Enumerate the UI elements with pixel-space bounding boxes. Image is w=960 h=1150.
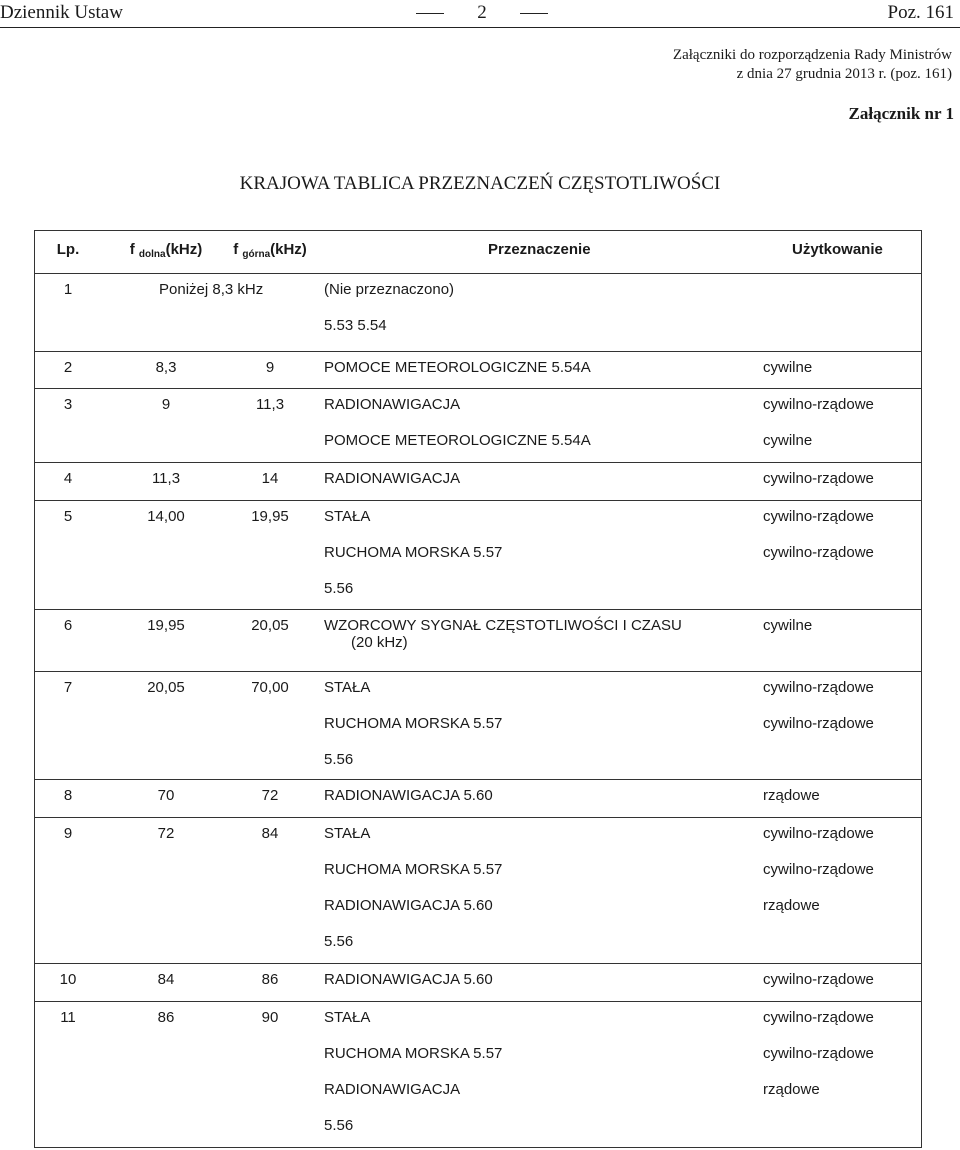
cell-usage-line: cywilno-rządowe: [763, 508, 874, 525]
cell-purpose-line: STAŁA: [324, 1009, 371, 1026]
table-row: [35, 388, 921, 463]
cell-usage-line: cywilno-rządowe: [763, 396, 874, 413]
table-row: [35, 671, 921, 780]
annex-note-line-2: z dnia 27 grudnia 2013 r. (poz. 161): [736, 66, 952, 82]
cell-purpose-line: WZORCOWY SYGNAŁ CZĘSTOTLIWOŚCI I CZASU: [324, 617, 682, 634]
cell-usage-line: cywilne: [763, 432, 813, 449]
cell-lp: 3: [63, 396, 73, 413]
cell-lp: 11: [60, 1009, 76, 1026]
table-row: [35, 817, 921, 964]
cell-lp: 1: [63, 281, 73, 298]
cell-purpose-line: RADIONAWIGACJA 5.60: [324, 971, 493, 988]
cell-f-high: 20,05: [251, 617, 289, 634]
cell-f-high: 70,00: [251, 679, 289, 696]
cell-purpose-line: RUCHOMA MORSKA 5.57: [324, 715, 503, 732]
cell-f-low: 11,3: [151, 470, 181, 487]
cell-purpose-line: STAŁA: [324, 508, 371, 525]
position-number: Poz. 161: [887, 2, 954, 23]
cell-usage-line: cywilno-rządowe: [763, 825, 874, 842]
cell-purpose-line: RUCHOMA MORSKA 5.57: [324, 1045, 503, 1062]
cell-f-low: 86: [157, 1009, 175, 1026]
annex-note: [673, 46, 952, 84]
cell-f-low: 84: [157, 971, 175, 988]
cell-lp: 9: [63, 825, 73, 842]
cell-purpose-line: POMOCE METEOROLOGICZNE 5.54A: [324, 359, 591, 376]
cell-usage-line: cywilne: [763, 617, 813, 634]
cell-purpose-line: RADIONAWIGACJA: [324, 1081, 461, 1098]
page-number: 2: [452, 0, 512, 26]
cell-usage-line: cywilno-rządowe: [763, 470, 874, 487]
cell-purpose-line: POMOCE METEOROLOGICZNE 5.54A: [324, 432, 591, 449]
cell-f-high: 11,3: [255, 396, 285, 413]
cell-usage-line: cywilno-rządowe: [763, 679, 874, 696]
cell-f-low: 14,00: [147, 508, 185, 525]
cell-usage-line: cywilne: [763, 359, 813, 376]
cell-usage-line: cywilno-rządowe: [763, 861, 874, 878]
table-row: [35, 779, 921, 818]
cell-f-high: 90: [261, 1009, 279, 1026]
header-usage: Użytkowanie: [792, 241, 883, 258]
journal-name: Dziennik Ustaw: [0, 2, 123, 23]
cell-purpose-line: RADIONAWIGACJA: [324, 470, 461, 487]
cell-usage-line: rządowe: [763, 1081, 820, 1098]
cell-lp: 7: [63, 679, 73, 696]
annex-note-line-1: Załączniki do rozporządzenia Rady Ministrów: [672, 47, 952, 63]
cell-f-low: 8,3: [155, 359, 177, 376]
cell-usage-line: cywilno-rządowe: [763, 1045, 874, 1062]
cell-purpose-line: 5.56: [324, 933, 354, 950]
page-header: [0, 0, 960, 26]
cell-f-high: 72: [261, 787, 279, 804]
table-row: [35, 273, 921, 352]
table-row: [35, 963, 921, 1002]
table-row: [35, 1001, 921, 1150]
cell-lp: 2: [63, 359, 73, 376]
cell-usage-line: cywilno-rządowe: [763, 544, 874, 561]
header-f-low: f $_{dolna}$(kHz): [129, 241, 203, 260]
cell-usage-line: rządowe: [763, 897, 820, 914]
cell-purpose-line: 5.56: [324, 1117, 354, 1134]
table-row: [35, 609, 921, 672]
table-row: [35, 351, 921, 389]
header-purpose: Przeznaczenie: [488, 241, 591, 258]
table-row: [35, 500, 921, 610]
cell-purpose-line: 5.53 5.54: [324, 317, 387, 334]
cell-lp: 8: [63, 787, 73, 804]
cell-f-high: 19,95: [251, 508, 289, 525]
table-header-row: [35, 231, 921, 273]
cell-purpose-line: RADIONAWIGACJA 5.60: [324, 787, 493, 804]
cell-purpose-line: RUCHOMA MORSKA 5.57: [324, 861, 503, 878]
cell-purpose-line: STAŁA: [324, 679, 371, 696]
cell-usage-line: rządowe: [763, 787, 820, 804]
cell-purpose-line: RADIONAWIGACJA: [324, 396, 461, 413]
cell-usage-line: cywilno-rządowe: [763, 971, 874, 988]
frequency-table: [34, 230, 922, 1148]
cell-f-low: 70: [157, 787, 175, 804]
cell-purpose-line: 5.56: [324, 580, 354, 597]
cell-lp: 6: [63, 617, 73, 634]
cell-usage-line: cywilno-rządowe: [763, 1009, 874, 1026]
cell-f-low: 19,95: [147, 617, 185, 634]
cell-f-low: 9: [161, 396, 171, 413]
cell-purpose-line: (Nie przeznaczono): [324, 281, 455, 298]
cell-purpose-line: (20 kHz): [351, 634, 408, 651]
cell-purpose-line: STAŁA: [324, 825, 371, 842]
header-f-high: f $_{górna}$(kHz): [233, 241, 307, 260]
cell-purpose-line: RADIONAWIGACJA 5.60: [324, 897, 493, 914]
header-divider: [0, 27, 960, 28]
cell-purpose-line: 5.56: [324, 751, 354, 768]
cell-f-low: 72: [157, 825, 175, 842]
cell-f-high: 14: [261, 470, 279, 487]
annex-number: Załącznik nr 1: [848, 104, 954, 123]
cell-lp: 4: [63, 470, 73, 487]
cell-lp: 5: [63, 508, 73, 525]
cell-f-high: 84: [261, 825, 279, 842]
cell-f-low: 20,05: [147, 679, 185, 696]
document-title: KRAJOWA TABLICA PRZEZNACZEŃ CZĘSTOTLIWOŚCI: [239, 173, 721, 194]
cell-purpose-line: RUCHOMA MORSKA 5.57: [324, 544, 503, 561]
table-row: [35, 462, 921, 501]
cell-lp: 10: [59, 971, 77, 988]
cell-f-low: Poniżej 8,3 kHz: [159, 281, 264, 298]
cell-f-high: 86: [261, 971, 279, 988]
cell-f-high: 9: [265, 359, 275, 376]
header-lp: Lp.: [56, 241, 80, 258]
cell-usage-line: cywilno-rządowe: [763, 715, 874, 732]
